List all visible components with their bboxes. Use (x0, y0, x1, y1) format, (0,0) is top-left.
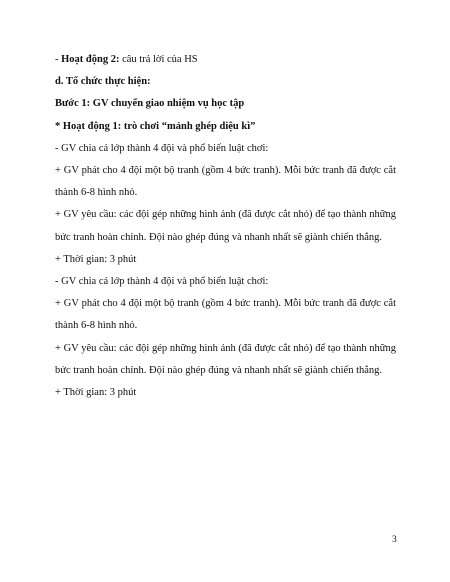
paragraph-line: + Thời gian: 3 phút (55, 386, 137, 398)
paragraph-line: bức tranh hoàn chỉnh. Đội nào ghép đúng và nhanh nhất sẽ giành chiến thắng. (55, 231, 383, 243)
page-number: 3 (392, 535, 397, 545)
page-content (55, 49, 396, 404)
paragraph-line: - GV chia cả lớp thành 4 đội và phổ biến luật chơi: (55, 276, 269, 287)
paragraph-line: thành 6-8 hình nhỏ. (55, 320, 138, 332)
step-1-heading: Bước 1: GV chuyển giao nhiệm vụ học tập (55, 98, 245, 110)
paragraph-line: thành 6-8 hình nhỏ. (55, 187, 138, 199)
paragraph-line: + GV phát cho 4 đội một bộ tranh (gồm 4 bức tranh). Mỗi bức tranh đã được cắt (55, 165, 396, 177)
activity-2-line: - Hoạt động 2: câu trả lời của HS (55, 54, 198, 65)
activity-1-heading: * Hoạt động 1: trò chơi “mảnh ghép diệu kì” (55, 120, 256, 132)
paragraph-line: - GV chia cả lớp thành 4 đội và phổ biến luật chơi: (55, 142, 269, 154)
paragraph-line: + GV phát cho 4 đội một bộ tranh (gồm 4 bức tranh). Mỗi bức tranh đã được cắt (55, 298, 396, 310)
paragraph-line: + Thời gian: 3 phút (55, 253, 137, 265)
paragraph-line: + GV yêu cầu: các đội gép những hình ảnh (đã được cắt nhỏ) để tạo thành những (55, 209, 396, 221)
section-d-heading: d. Tổ chức thực hiện: (55, 76, 151, 88)
paragraph-line: + GV yêu cầu: các đội gép những hình ảnh (đã được cắt nhỏ) để tạo thành những (55, 342, 396, 354)
paragraph-line: bức tranh hoàn chỉnh. Đội nào ghép đúng và nhanh nhất sẽ giành chiến thắng. (55, 364, 383, 376)
